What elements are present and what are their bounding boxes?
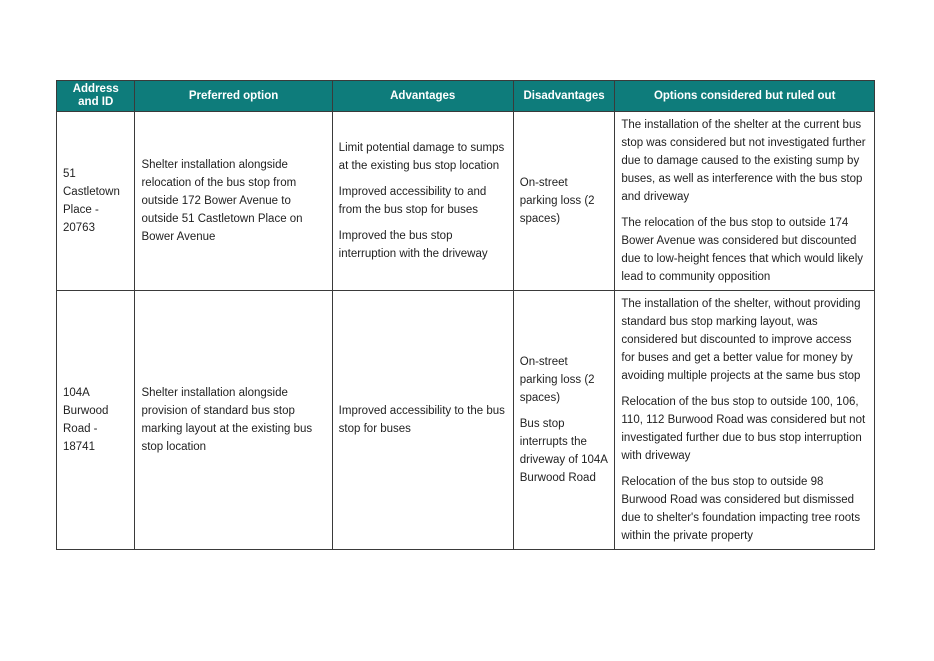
ruled-out-item: The installation of the shelter at the current bus stop was considered but not investigated further due to damage caused to the existing sump by buses, as well as interference with the bus stop and driveway — [621, 119, 866, 203]
header-advantages: Advantages — [332, 81, 513, 112]
address-id-text: 51 Castletown Place - 20763 — [63, 168, 120, 234]
options-table — [56, 80, 875, 550]
header-row — [57, 81, 875, 112]
ruled-out-item: Relocation of the bus stop to outside 98 Burwood Road was considered but dismissed due to shelter's foundation impacting tree roots within the private property — [621, 476, 861, 542]
cell-ruled-out-options — [615, 291, 875, 550]
cell-preferred-option — [135, 112, 332, 291]
preferred-option-text: Shelter installation alongside provision of standard bus stop marking layout at the existing bus stop location — [141, 387, 313, 453]
table-row — [57, 291, 875, 550]
cell-address-id — [57, 112, 135, 291]
cell-disadvantages — [513, 112, 615, 291]
header-disadvantages: Disadvantages — [513, 81, 615, 112]
cell-advantages — [332, 112, 513, 291]
ruled-out-item: The installation of the shelter, without providing standard bus stop marking layout, was considered but discounted to improve access for buses and get a better value for money by avoiding multiple projects at the same bus stop — [621, 298, 861, 382]
cell-preferred-option — [135, 291, 332, 550]
ruled-out-item: Relocation of the bus stop to outside 100, 106, 110, 112 Burwood Road was considered but not investigated further due to bus stop interruption with driveway — [621, 396, 866, 462]
advantage-item: Improved the bus stop interruption with the driveway — [338, 230, 488, 260]
header-preferred-option: Preferred option — [135, 81, 332, 112]
header-ruled-out-options: Options considered but ruled out — [615, 81, 875, 112]
cell-address-id — [57, 291, 135, 550]
advantage-item: Improved accessibility to and from the bus stop for buses — [338, 186, 487, 216]
preferred-option-text: Shelter installation alongside relocation of the bus stop from outside 172 Bower Avenue to outside 51 Castletown Place on Bower Avenue — [141, 159, 303, 243]
disadvantage-item: On-street parking loss (2 spaces) — [519, 356, 595, 404]
ruled-out-item: The relocation of the bus stop to outside 174 Bower Avenue was considered but discounted due to low-height fences that which would likely lead to community opposition — [621, 217, 864, 283]
table-row — [57, 112, 875, 291]
advantage-item: Improved accessibility to the bus stop for buses — [338, 405, 505, 435]
address-id-text: 104A Burwood Road - 18741 — [63, 387, 109, 453]
cell-advantages — [332, 291, 513, 550]
disadvantage-item: Bus stop interrupts the driveway of 104A Burwood Road — [519, 418, 608, 484]
header-address-id: Address and ID — [57, 81, 135, 112]
disadvantage-item: On-street parking loss (2 spaces) — [519, 177, 595, 225]
table-body — [57, 112, 875, 550]
table-header — [57, 81, 875, 112]
cell-ruled-out-options — [615, 112, 875, 291]
cell-disadvantages — [513, 291, 615, 550]
advantage-item: Limit potential damage to sumps at the existing bus stop location — [338, 142, 505, 172]
